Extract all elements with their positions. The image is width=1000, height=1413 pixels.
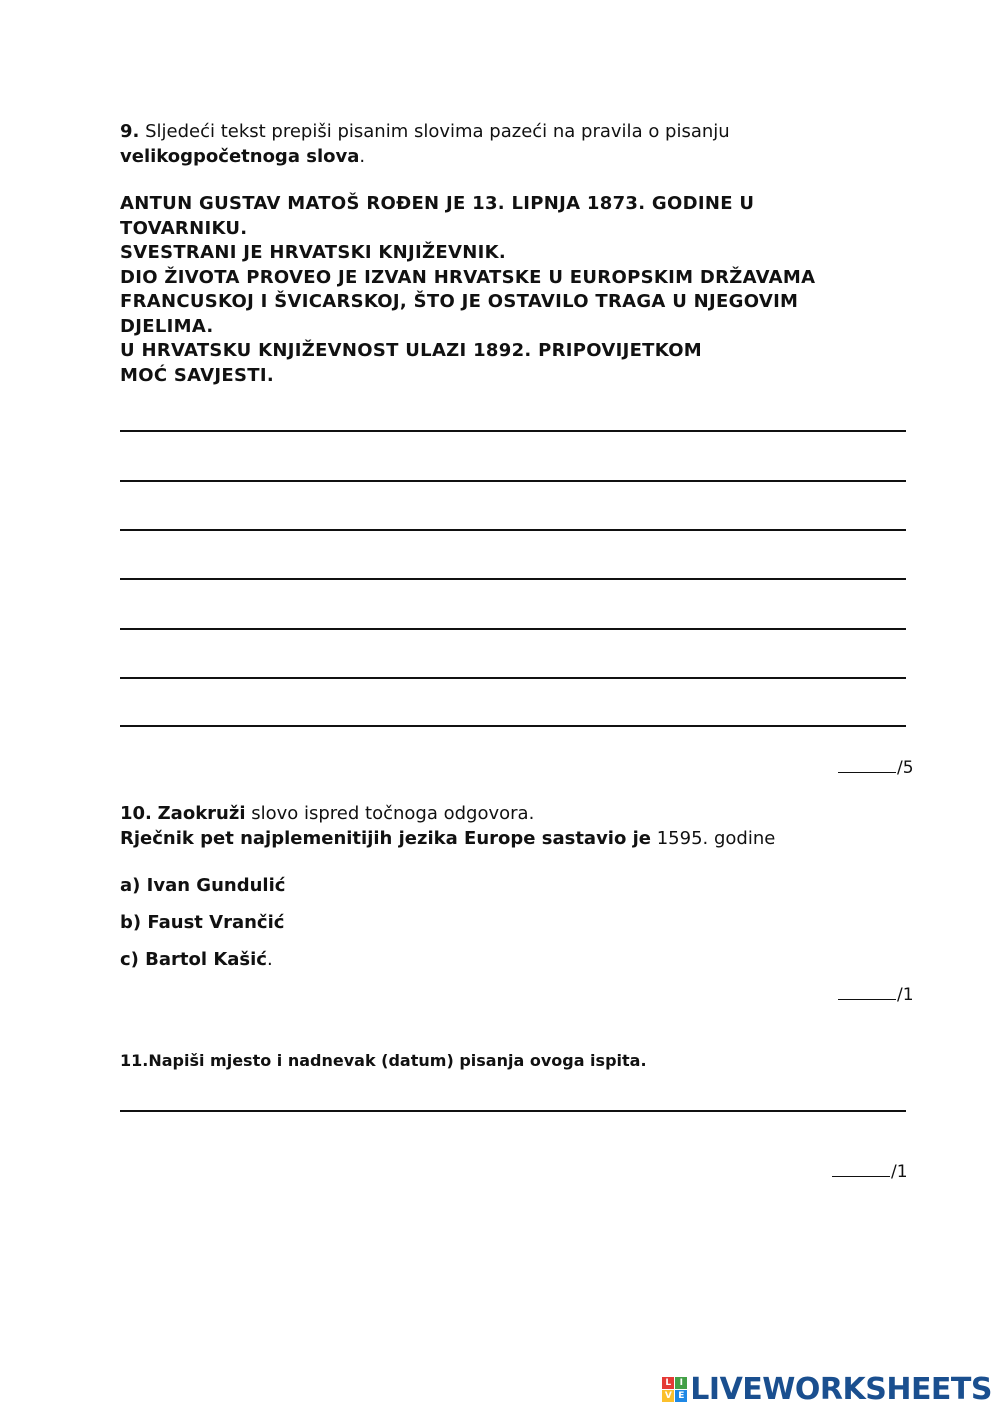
q9-answer-line-6[interactable]	[120, 677, 906, 679]
q9-score-max: /5	[897, 758, 914, 778]
option-label: a) Ivan Gundulić	[120, 875, 286, 896]
passage-line: TOVARNIKU.	[120, 217, 248, 239]
logo-letter: L	[662, 1377, 674, 1389]
liveworksheets-logo[interactable]	[662, 1372, 992, 1407]
q10-score-blank[interactable]	[838, 984, 896, 1000]
passage-line: DIO ŽIVOTA PROVEO JE IZVAN HRVATSKE U EUROPSKIM DRŽAVAMA	[120, 266, 816, 288]
passage-line: MOĆ SAVJESTI.	[120, 364, 274, 386]
q9-answer-line-1[interactable]	[120, 430, 906, 432]
q10-option-a[interactable]	[120, 874, 285, 898]
q9-end: .	[359, 146, 366, 167]
logo-text: LIVEWORKSHEETS	[690, 1372, 992, 1407]
q9-number: 9.	[120, 121, 140, 142]
q9-text: Sljedeći tekst prepiši pisanim slovima pazeći na pravila o pisanju	[139, 121, 730, 142]
passage-line: FRANCUSKOJ I ŠVICARSKOJ, ŠTO JE OSTAVILO TRAGA U NJEGOVIM	[120, 291, 799, 312]
q9-answer-line-4[interactable]	[120, 578, 906, 580]
q11-instruction: 11.Napiši mjesto i nadnevak (datum) pisanja ovoga ispita.	[120, 1051, 647, 1070]
q9-passage	[120, 192, 940, 388]
option-label: c) Bartol Kašić	[120, 949, 267, 970]
q10-score	[838, 984, 914, 1006]
passage-line: U HRVATSKU KNJIŽEVNOST ULAZI 1892. PRIPOVIJETKOM	[120, 340, 703, 361]
q9-score	[838, 757, 914, 779]
logo-letter: V	[662, 1390, 674, 1402]
q11-answer-line[interactable]	[120, 1110, 906, 1112]
q9-answer-line-5[interactable]	[120, 628, 906, 630]
q11-score-blank[interactable]	[832, 1161, 890, 1177]
passage-line: ANTUN GUSTAV MATOŠ ROĐEN JE 13. LIPNJA 1873. GODINE U	[120, 193, 755, 214]
logo-letter: I	[675, 1377, 687, 1389]
q10-option-b[interactable]	[120, 911, 284, 935]
q10-bold-word: Zaokruži	[157, 803, 246, 824]
q11-score-max: /1	[891, 1162, 908, 1182]
option-tail: .	[266, 949, 273, 970]
q10-option-c[interactable]	[120, 948, 273, 972]
q10-text: slovo ispred točnoga odgovora.	[245, 803, 535, 824]
q10-instruction	[120, 801, 920, 851]
q9-bold-phrase: velikogpočetnoga slova	[120, 146, 360, 167]
passage-line: SVESTRANI JE HRVATSKI KNJIŽEVNIK.	[120, 242, 506, 263]
option-label: b) Faust Vrančić	[120, 912, 285, 933]
q10-question: Rječnik pet najplemenitijih jezika Europe sastavio je	[120, 828, 651, 849]
q10-score-max: /1	[897, 985, 914, 1005]
logo-letter: E	[675, 1390, 687, 1402]
logo-mark-icon	[662, 1377, 687, 1402]
passage-line: DJELIMA.	[120, 315, 214, 337]
q9-score-blank[interactable]	[838, 757, 896, 773]
q9-answer-line-2[interactable]	[120, 480, 906, 482]
q9-instruction	[120, 119, 920, 169]
q9-answer-line-7[interactable]	[120, 725, 906, 727]
q10-number: 10.	[120, 803, 152, 824]
q11-score	[832, 1161, 908, 1183]
q9-answer-line-3[interactable]	[120, 529, 906, 531]
q10-question-tail: 1595. godine	[651, 828, 776, 849]
